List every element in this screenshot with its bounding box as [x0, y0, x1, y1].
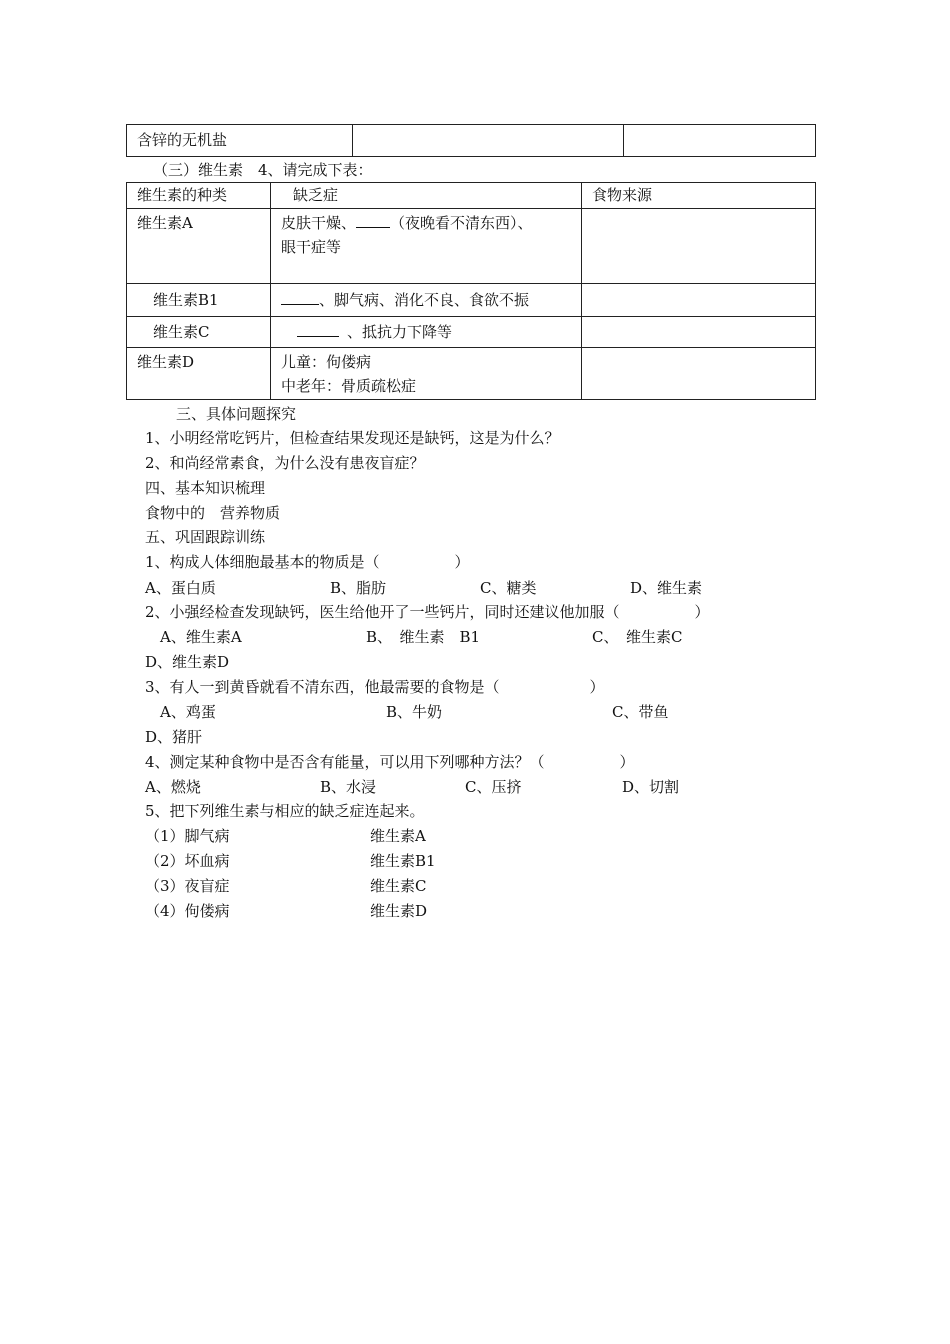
q3-option-d: D、猪肝: [145, 728, 203, 746]
q4-option-a: A、燃烧: [145, 778, 201, 796]
mineral-row-label: [127, 125, 353, 157]
vitamin-header-type: 维生素的种类: [127, 183, 271, 209]
mineral-zinc-text: 含锌的无机盐: [137, 131, 228, 149]
table-row: [127, 348, 816, 400]
q1-option-b: B、脂肪: [330, 579, 387, 597]
q2-option-a: A、维生素A: [160, 628, 242, 646]
vitamin-b1-food-cell: [582, 284, 816, 317]
vitamin-c-deficiency-cell: [271, 317, 582, 348]
q4-option-d: D、切割: [622, 778, 680, 796]
section-three-vitamin-title: （三）维生素 4、请完成下表：: [153, 161, 373, 179]
q3-stem: 3、有人一到黄昏就看不清东西，他最需要的食物是（ ）: [145, 678, 605, 696]
q5-right-item: 维生素D: [370, 902, 428, 920]
vitamin-b1-cell: 维生素B1: [127, 284, 271, 317]
section-four-heading: 四、基本知识梳理: [145, 479, 266, 497]
vitamin-b1-deficiency-cell: [271, 284, 582, 317]
section-five-heading: 五、巩固跟踪训练: [145, 528, 266, 546]
vitamin-table: [126, 182, 816, 400]
q3-option-a: A、鸡蛋: [160, 703, 216, 721]
vitamin-a-cell: 维生素A: [127, 209, 271, 284]
vitamin-header-deficiency: 缺乏症: [271, 183, 582, 209]
vitamin-d-food-cell: [582, 348, 816, 400]
q3-option-c: C、带鱼: [612, 703, 669, 721]
vitamin-header-food: 食物来源: [582, 183, 816, 209]
vitamin-d-deficiency-line1: 儿童：佝偻病: [281, 353, 372, 371]
answer-blank: [356, 213, 390, 228]
q4-option-c: C、压挤: [465, 778, 522, 796]
q4-stem: 4、测定某种食物中是否含有能量，可以用下列哪种方法？（ ）: [145, 753, 635, 771]
mineral-row-blank-2: [624, 125, 816, 157]
vitamin-d-cell: 维生素D: [127, 348, 271, 400]
vitamin-b1-deficiency-text: 、脚气病、消化不良、食欲不振: [319, 291, 530, 309]
q1-option-c: C、糖类: [480, 579, 537, 597]
q5-left-item: （3）夜盲症: [145, 877, 230, 895]
q5-right-item: 维生素A: [370, 827, 426, 845]
q2-option-d: D、维生素D: [145, 653, 230, 671]
table-row: [127, 284, 816, 317]
q5-right-item: 维生素C: [370, 877, 427, 895]
vitamin-a-deficiency-line2: 眼干症等: [281, 238, 342, 256]
q4-option-b: B、水浸: [320, 778, 377, 796]
answer-blank: [297, 322, 339, 337]
q5-stem: 5、把下列维生素与相应的缺乏症连起来。: [145, 802, 425, 820]
q1-stem: 1、构成人体细胞最基本的物质是（ ）: [145, 553, 470, 571]
vitamin-d-deficiency-cell: [271, 348, 582, 400]
vitamin-c-cell: 维生素C: [127, 317, 271, 348]
q2-stem: 2、小强经检查发现缺钙，医生给他开了一些钙片，同时还建议他加服（ ）: [145, 603, 710, 621]
vitamin-a-deficiency-cell: [271, 209, 582, 284]
vitamin-a-deficiency-post: （夜晚看不清东西）、: [390, 214, 533, 232]
q2-option-c: C、 维生素C: [592, 628, 683, 646]
mineral-table: [126, 124, 816, 157]
vitamin-a-food-cell: [582, 209, 816, 284]
section-four-text: 食物中的 营养物质: [145, 504, 281, 522]
vitamin-c-food-cell: [582, 317, 816, 348]
q1-option-a: A、蛋白质: [145, 579, 216, 597]
answer-blank: [281, 290, 319, 305]
section-three-question-1: 1、小明经常吃钙片，但检查结果发现还是缺钙，这是为什么？: [145, 429, 560, 447]
q3-option-b: B、牛奶: [386, 703, 443, 721]
q5-left-item: （2）坏血病: [145, 852, 230, 870]
q5-left-item: （4）佝偻病: [145, 902, 230, 920]
section-three-heading: 三、具体问题探究: [176, 405, 297, 423]
section-three-question-2: 2、和尚经常素食，为什么没有患夜盲症？: [145, 454, 425, 472]
table-row: [127, 317, 816, 348]
q5-left-item: （1）脚气病: [145, 827, 230, 845]
vitamin-a-deficiency-pre: 皮肤干燥、: [281, 214, 357, 232]
table-row: [127, 209, 816, 284]
vitamin-c-deficiency-text: 、抵抗力下降等: [347, 323, 453, 341]
mineral-row-blank-1: [353, 125, 624, 157]
q2-option-b: B、 维生素 B1: [366, 628, 481, 646]
vitamin-table-header-row: [127, 183, 816, 209]
q1-option-d: D、维生素: [630, 579, 703, 597]
q5-right-item: 维生素B1: [370, 852, 436, 870]
vitamin-d-deficiency-line2: 中老年：骨质疏松症: [281, 377, 417, 395]
